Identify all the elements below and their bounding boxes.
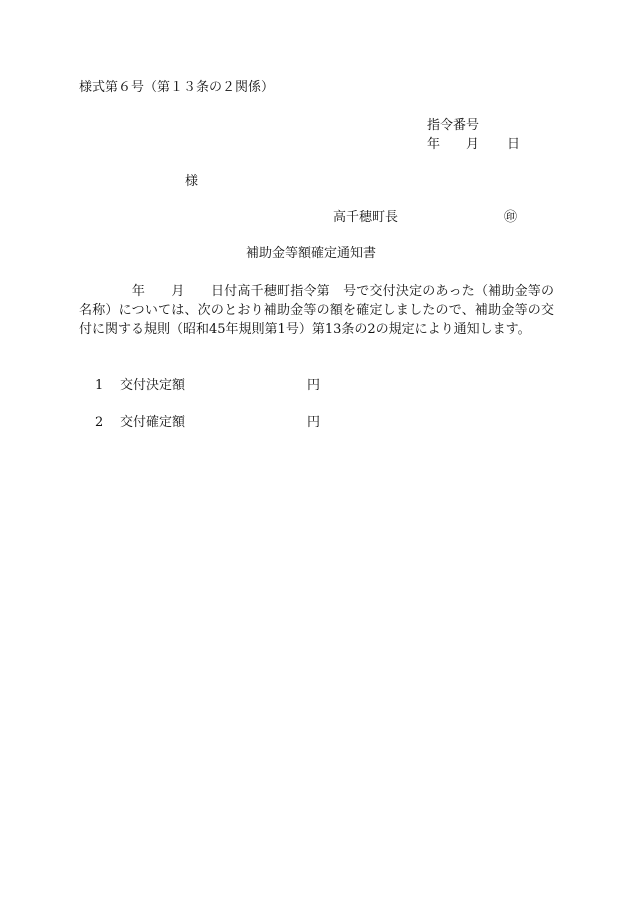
item-number: 1 — [95, 378, 104, 393]
command-number-label: 指令番号 — [427, 118, 480, 133]
item-unit: 円 — [307, 415, 321, 430]
form-number-label: 様式第６号（第１３条の２関係） — [79, 80, 275, 95]
body-paragraph: 年 月 日付高千穂町指令第 号で交付決定のあった（補助金等の名称）については、次のとおり補助金等の額を確定しましたので、補助金等の交付に関する規則（昭和45年規則第1号）第13条の2の規定により通知します。 — [79, 284, 554, 337]
item-number: 2 — [95, 415, 104, 430]
document-title: 補助金等額確定通知書 — [246, 246, 377, 261]
item-label: 交付確定額 — [120, 415, 186, 430]
date-day-label: 日 — [507, 137, 521, 152]
issuer-name: 高千穂町長 — [333, 210, 399, 225]
item-unit: 円 — [307, 378, 321, 393]
date-month-label: 月 — [466, 137, 480, 152]
seal-mark: ㊞ — [504, 210, 518, 225]
item-label: 交付決定額 — [120, 378, 186, 393]
date-year-label: 年 — [427, 137, 441, 152]
addressee-suffix: 様 — [185, 174, 199, 189]
